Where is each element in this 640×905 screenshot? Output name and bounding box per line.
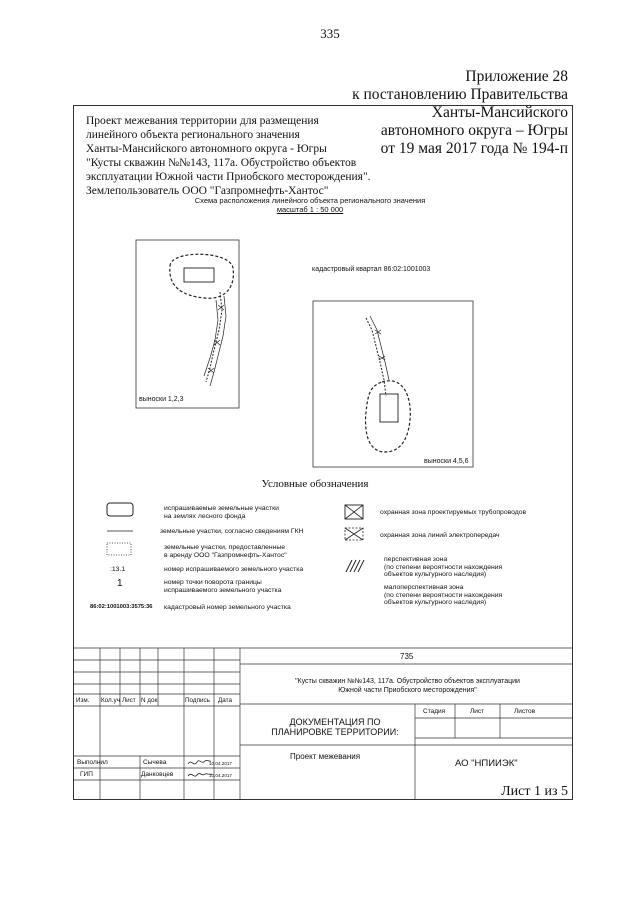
project-line-6: Землепользователь ООО "Газпромнефть-Хантос" [86,185,329,197]
col-doc-no: N док [141,697,158,704]
symbol-point-number: 1 [117,578,123,589]
stage-header: Стадия [423,708,446,715]
appendix-line-3: Ханты-Мансийского [431,104,568,121]
col-sheet: Лист [122,697,136,704]
title-block-company: АО "НПИИЭК" [455,758,518,769]
row1-role: Выполнил [77,759,108,766]
row1-date: 10.04.2017 [209,761,232,766]
project-line-4: "Кусты скважин №№143, 117а. Обустройство объектов [86,157,357,169]
callout-left-label: выноски 1,2,3 [139,396,184,403]
legend-right-item-3-l1: перспективная зона [384,556,448,563]
appendix-line-5: от 19 мая 2017 года № 194-п [380,140,568,157]
legend-item-3-l1: земельные участки, предоставленные [164,544,286,551]
legend-item-4: номер испрашиваемого земельного участка [164,566,304,573]
cadastral-quarter-label: кадастровый квартал 86:02:1001003 [312,266,431,273]
signature-1 [188,760,211,764]
title-block-doc [260,717,410,737]
legend-right-item-4-l2: (по степени вероятности нахождения [384,591,503,599]
legend-item-1-l2: на землях лесного фонда [164,512,246,520]
callout-right-label: выноски 4,5,6 [424,458,469,465]
col-count: Кол.уч [101,697,120,704]
title-block-object [250,678,565,695]
appendix-line-2: к постановлению Правительства [352,86,568,103]
legend-right-item-3-l2: (по степени вероятности нахождения [384,563,503,571]
page-number: 335 [320,26,340,41]
schema-scale: масштаб 1 : 50 000 [276,205,344,214]
legend-item-3-l2: в аренду ООО "Газпромнефть-Хантос" [164,551,287,559]
appendix-line-4: автономного округа – Югры [380,122,568,139]
schema-title-text: Схема расположения линейного объекта регионального значения [194,196,426,205]
row2-role: ГИП [80,771,93,778]
legend-item-1-l1: испрашиваемые земельные участки [164,505,279,512]
row2-date: 10.04.2017 [209,773,232,778]
project-line-5: эксплуатации Южной части Приобского месторождения". [86,171,371,183]
title-block-object-l1: "Кусты скважин №№143, 117а. Обустройство объектов эксплуатации [295,678,520,685]
col-signature: Подпись [185,697,210,704]
project-line-2: линейного объекта регионального значения [86,129,300,141]
appendix-line-1: Приложение 28 [465,68,568,85]
symbol-plot-number: :13.1 [110,566,126,573]
legend-right-item-3-l3: объектов культурного наследия) [384,571,487,578]
col-change: Изм. [76,697,90,704]
legend-item-2: земельные участки, согласно сведениям ГКН [160,528,304,535]
title-block-doc-type: Проект межевания [290,752,361,761]
legend-right-item-4-l1: малоперспективная зона [384,584,464,591]
row2-name: Данковцев [141,771,174,778]
project-line-1: Проект межевания территории для размещения [86,115,319,127]
project-line-3: Ханты-Мансийского автономного округа - Югры [86,143,327,155]
title-block-doc-l2: ПЛАНИРОВКЕ ТЕРРИТОРИИ: [271,727,399,737]
sheet-header: Лист [470,708,485,715]
title-block-code: 735 [400,652,414,661]
legend-right-item-1: охранная зона проектируемых трубопроводов [380,509,527,516]
sheets-header: Листов [514,708,536,715]
legend-title: Условные обозначения [261,478,369,490]
sheet-counter: Лист 1 из 5 [501,784,568,799]
title-block-doc-l1: ДОКУМЕНТАЦИЯ ПО [289,717,381,727]
col-date: Дата [218,697,232,704]
legend-item-5-l2: испрашиваемого земельного участка [164,586,282,594]
legend-item-5-l1: номер точки поворота границы [164,579,262,586]
symbol-cadastral-number: 86:02:1001003:3575:36 [90,604,153,610]
legend-right-item-4-l3: объектов культурного наследия) [384,599,487,606]
legend-item-6: кадастровый номер земельного участка [164,604,291,611]
row1-name: Сычева [143,759,167,766]
title-block-object-l2: Южной части Приобского месторождения" [338,686,477,694]
legend-right-item-2: охранная зона линий электропередач [380,532,500,539]
